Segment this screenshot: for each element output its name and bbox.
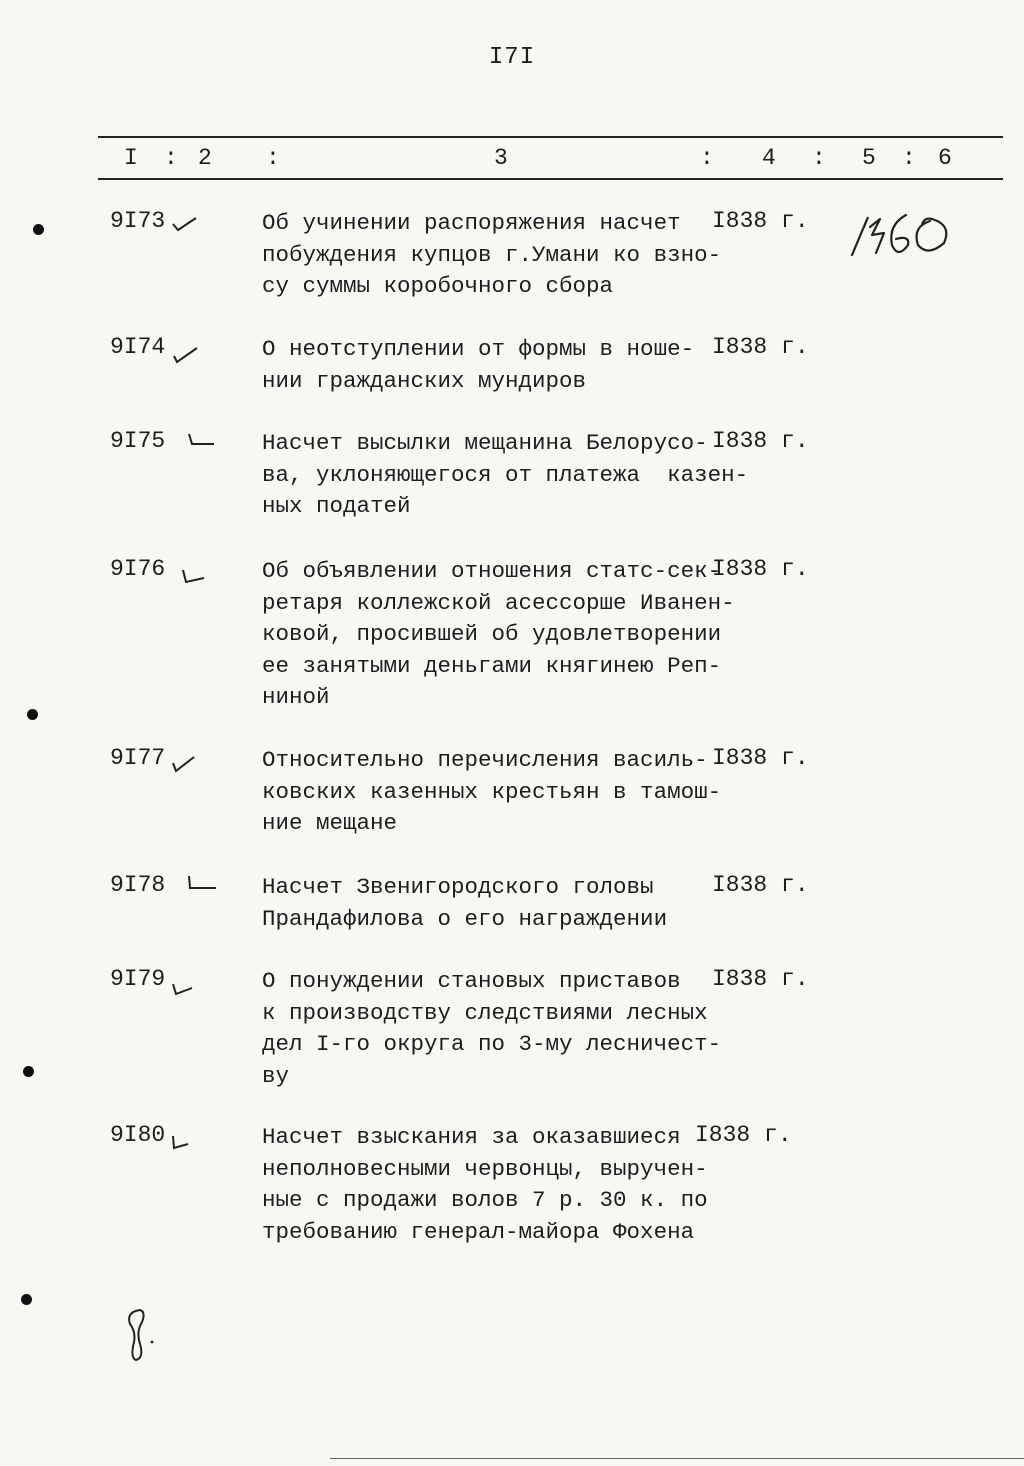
column-separator: : (902, 145, 916, 171)
file-number: 9I76 (110, 556, 166, 582)
file-year: I838 г. (712, 745, 809, 771)
page-number: I7I (488, 44, 536, 71)
file-description: Насчет взыскания за оказавшиеся неполновесными червонцы, выручен- ные с продажи волов 7 р. 30 к. по требованию генерал-майора Фохена (262, 1124, 708, 1245)
file-number: 9I79 (110, 966, 166, 992)
page-bottom-edge (330, 1458, 1024, 1459)
binding-hole (27, 709, 38, 720)
column-header: I (124, 145, 138, 171)
file-description: Об учинении распоряжения насчет побуждения купцов г.Умани ко взно- су суммы коробочного сбора (262, 210, 722, 299)
handwritten-footnote (118, 1306, 158, 1366)
check-mark-icon (170, 1132, 200, 1154)
check-mark-icon (180, 566, 210, 588)
file-description: Об объявлении отношения статс-сек- ретаря коллежской асессорше Иванен- ковой, просившей об удовлетворении ее занятыми деньгами княгинею Реп- ниной (262, 558, 735, 710)
file-number: 9I73 (110, 208, 166, 234)
file-year: I838 г. (695, 1122, 792, 1148)
handwritten-total (848, 205, 963, 265)
column-header: 2 (198, 145, 212, 171)
file-description: Насчет Звенигородского головы Прандафилова о его награждении (262, 874, 668, 932)
file-year: I838 г. (712, 872, 809, 898)
column-header: 6 (938, 145, 952, 171)
check-mark-icon (170, 344, 200, 366)
file-description: Относительно перечисления василь- ковских казенных крестьян в тамош- ние мещане (262, 747, 722, 836)
file-year: I838 г. (712, 428, 809, 454)
file-number: 9I75 (110, 428, 166, 454)
binding-hole (23, 1066, 34, 1077)
column-separator: : (164, 145, 178, 171)
check-mark-icon (186, 874, 216, 896)
binding-hole (33, 224, 44, 235)
file-description: О понуждении становых приставов к производству следствиями лесных дел I-го округа по 3-му лесничест- ву (262, 968, 722, 1089)
column-separator: : (700, 145, 714, 171)
table-header-rule (98, 178, 1003, 180)
column-header: 3 (494, 145, 508, 171)
column-separator: : (266, 145, 280, 171)
column-header: 5 (862, 145, 876, 171)
file-year: I838 г. (712, 556, 809, 582)
file-year: I838 г. (712, 966, 809, 992)
column-separator: : (812, 145, 826, 171)
file-number: 9I77 (110, 745, 166, 771)
file-number: 9I80 (110, 1122, 166, 1148)
file-number: 9I78 (110, 872, 166, 898)
check-mark-icon (170, 214, 200, 236)
file-year: I838 г. (712, 334, 809, 360)
check-mark-icon (186, 430, 216, 452)
table-top-rule (98, 136, 1003, 138)
file-description: Насчет высылки мещанина Белорусо- ва, уклоняющегося от платежа казен- ных податей (262, 430, 749, 519)
file-year: I838 г. (712, 208, 809, 234)
check-mark-icon (170, 978, 200, 1000)
column-header: 4 (762, 145, 776, 171)
file-number: 9I74 (110, 334, 166, 360)
check-mark-icon (170, 753, 200, 775)
binding-hole (21, 1294, 32, 1305)
file-description: О неотступлении от формы в ноше- нии гражданских мундиров (262, 336, 695, 394)
